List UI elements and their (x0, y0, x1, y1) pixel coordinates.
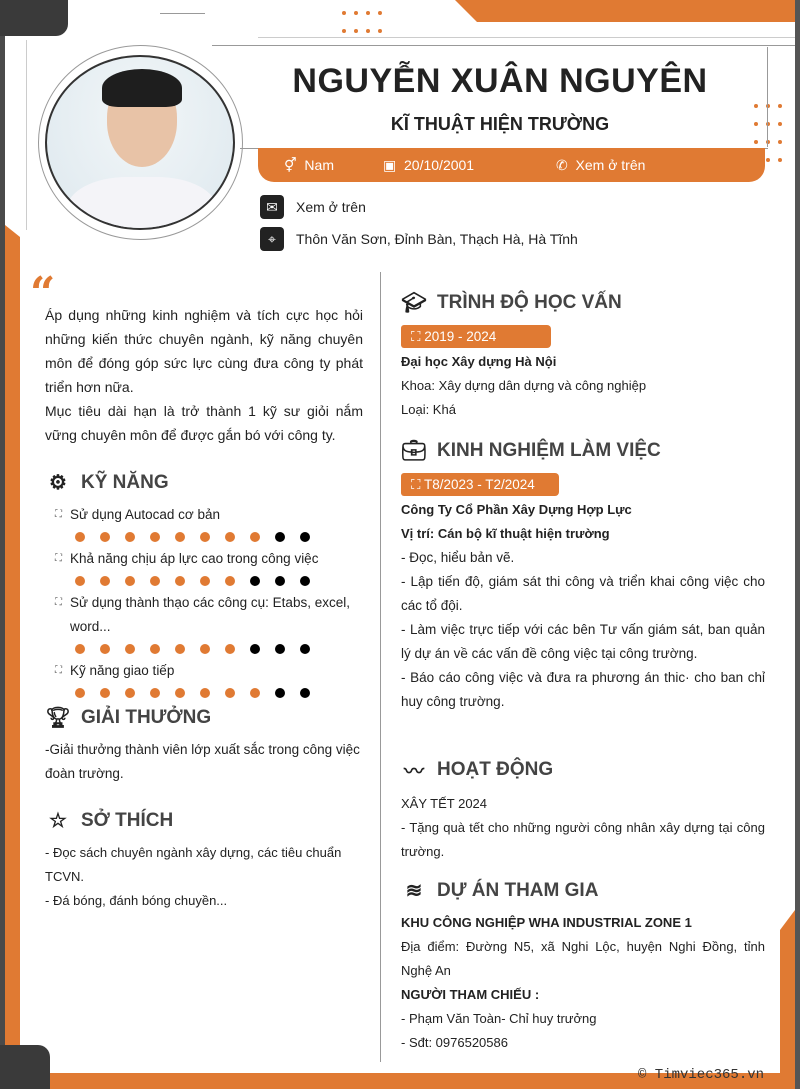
info-bar (258, 148, 765, 182)
section-header (401, 290, 765, 315)
activity-name: XÂY TẾT 2024 (401, 796, 488, 811)
bullet-icon: ⛶ (55, 553, 62, 564)
mail-icon: ✉ (260, 195, 284, 219)
section-header (45, 705, 365, 730)
grade: Loại: Khá (401, 402, 456, 417)
phone: Xem ở trên (575, 157, 646, 173)
email-item (260, 195, 366, 219)
calendar-icon: ▣ (383, 157, 397, 173)
period-badge: ⛶ T8/2023 - T2/2024 (401, 473, 559, 496)
rating-dot-filled (75, 644, 85, 654)
period: T8/2023 - T2/2024 (423, 477, 535, 492)
gender: Nam (304, 157, 334, 173)
gender-icon: ⚥ (284, 157, 297, 173)
frame-right (795, 0, 800, 1089)
activity-text: - Tặng quà tết cho những người công nhân xây dựng tại công trường. (401, 820, 765, 859)
skill-rating (45, 571, 365, 591)
section-title: DỰ ÁN THAM GIA (437, 879, 599, 901)
skill-item (45, 659, 365, 683)
skill-label: Sử dụng thành thạo các công cụ: Etabs, excel, word... (70, 595, 350, 634)
skill-label: Sử dụng Autocad cơ bản (70, 507, 220, 522)
section-title: TRÌNH ĐỘ HỌC VẤN (437, 291, 622, 313)
rating-dot-filled (75, 576, 85, 586)
gear-icon: ⚙ (49, 472, 67, 494)
bullet-icon: ⛶ (55, 509, 62, 520)
address-item (260, 227, 578, 251)
left-accent-strip (5, 225, 20, 1045)
rating-dot-empty (300, 644, 310, 654)
rating-dot-filled (100, 644, 110, 654)
section-title: GIẢI THƯỞNG (81, 706, 212, 728)
education-section (401, 290, 765, 422)
project-name: KHU CÔNG NGHIỆP WHA INDUSTRIAL ZONE 1 (401, 915, 692, 930)
rating-dot-empty (250, 644, 260, 654)
projects-section (401, 878, 765, 1055)
reference-phone: - Sđt: 0976520586 (401, 1035, 508, 1050)
top-accent-bar (455, 0, 795, 22)
period: 2019 - 2024 (424, 329, 497, 344)
section-header (45, 470, 365, 495)
section-title: KINH NGHIỆM LÀM VIỆC (437, 439, 661, 461)
activity-pulse-icon: 〰 (404, 761, 424, 783)
career-objective (45, 303, 363, 447)
project-location: Địa điểm: Đường N5, xã Nghi Lộc, huyện Nghi Đồng, tỉnh Nghệ An (401, 939, 765, 978)
skill-item (45, 591, 365, 639)
rating-dot-filled (125, 576, 135, 586)
section-header (401, 755, 765, 784)
skill-rating (45, 527, 365, 547)
awards-section (45, 705, 365, 786)
rating-dot-filled (100, 576, 110, 586)
rating-dot-filled (200, 688, 210, 698)
reference-title: NGƯỜI THAM CHIẾU : (401, 987, 540, 1002)
period-badge: ⛶ 2019 - 2024 (401, 325, 551, 348)
rating-dot-filled (125, 532, 135, 542)
address: Thôn Văn Sơn, Đỉnh Bàn, Thạch Hà, Hà Tĩnh (296, 231, 578, 247)
graduation-cap-icon: 🎓︎ (401, 292, 427, 314)
rating-dot-filled (175, 532, 185, 542)
rating-dot-empty (300, 576, 310, 586)
divider (212, 45, 795, 46)
section-title: SỞ THÍCH (81, 809, 174, 831)
skill-rating (45, 683, 365, 703)
faculty: Khoa: Xây dựng dân dựng và công nghiệp (401, 378, 647, 393)
activities-section (401, 755, 765, 864)
section-header (401, 438, 765, 463)
divider (26, 40, 27, 230)
rating-dot-filled (125, 688, 135, 698)
experience-section (401, 438, 765, 714)
phone-icon: ✆ (556, 157, 568, 173)
section-title: KỸ NĂNG (81, 471, 169, 493)
divider (767, 47, 768, 147)
duty-item: - Lập tiến độ, giám sát thi công và triển khai công việc cho các tổ đội. (401, 574, 765, 613)
rating-dot-empty (250, 576, 260, 586)
reference-name: - Phạm Văn Toàn- Chỉ huy trưởng (401, 1011, 597, 1026)
bullet-icon: ⛶ (55, 597, 62, 608)
rating-dot-filled (175, 688, 185, 698)
right-accent-strip (780, 910, 795, 1080)
company-name: Công Ty Cổ Phần Xây Dựng Hợp Lực (401, 502, 632, 517)
rating-dot-empty (275, 644, 285, 654)
bullet-icon: ⛶ (55, 665, 62, 676)
hobby-item: - Đá bóng, đánh bóng chuyền... (45, 893, 228, 908)
rating-dot-filled (225, 644, 235, 654)
quote-icon: “ (30, 268, 56, 319)
profile-photo (45, 55, 235, 230)
duty-item: - Báo cáo công việc và đưa ra phương án thic· cho ban chỉ huy công trường. (401, 670, 765, 709)
skill-rating (45, 639, 365, 659)
rating-dot-filled (250, 688, 260, 698)
rating-dot-filled (150, 576, 160, 586)
trophy-icon: 🏆︎ (45, 707, 71, 729)
objective-text: Mục tiêu dài hạn là trở thành 1 kỹ sư giỏi nắm vững chuyên môn để được gắn bó với công ty. (45, 403, 363, 443)
skill-label: Kỹ năng giao tiếp (70, 663, 175, 678)
divider (160, 13, 205, 14)
rating-dot-filled (100, 688, 110, 698)
dots-decoration (338, 5, 388, 41)
section-header (45, 808, 365, 833)
rating-dot-empty (300, 688, 310, 698)
star-icon: ☆ (49, 810, 67, 832)
rating-dot-filled (150, 644, 160, 654)
section-title: HOẠT ĐỘNG (437, 758, 554, 780)
layers-icon: ≋ (405, 880, 423, 902)
candidate-name: NGUYỄN XUÂN NGUYÊN (292, 62, 708, 100)
rating-dot-filled (125, 644, 135, 654)
frame-left (0, 0, 5, 1089)
duty-item: - Làm việc trực tiếp với các bên Tư vấn giám sát, ban quản lý dự án về các vấn đề công việc tại công trường. (401, 622, 765, 661)
phone-item (556, 157, 645, 174)
rating-dot-filled (225, 532, 235, 542)
award-text: -Giải thưởng thành viên lớp xuất sắc trong công việc đoàn trường. (45, 742, 360, 781)
rating-dot-filled (75, 532, 85, 542)
gender-item (284, 157, 334, 174)
rating-dot-filled (200, 532, 210, 542)
rating-dot-filled (75, 688, 85, 698)
section-header (401, 878, 765, 903)
rating-dot-empty (275, 688, 285, 698)
rating-dot-filled (225, 688, 235, 698)
rating-dot-filled (225, 576, 235, 586)
rating-dot-filled (175, 576, 185, 586)
skills-section (45, 470, 365, 703)
rating-dot-filled (200, 644, 210, 654)
watermark: © Timviec365.vn (638, 1067, 765, 1083)
rating-dot-filled (175, 644, 185, 654)
duty-item: - Đọc, hiểu bản vẽ. (401, 550, 515, 565)
skill-item (45, 503, 365, 527)
birthday-item (383, 157, 474, 174)
school-name: Đại học Xây dựng Hà Nội (401, 354, 557, 369)
briefcase-icon: 💼︎ (401, 440, 427, 462)
job-title: KĨ THUẬT HIỆN TRƯỜNG (390, 114, 610, 134)
column-divider (380, 272, 381, 1062)
rating-dot-filled (200, 576, 210, 586)
skill-item (45, 547, 365, 571)
corner-decoration (0, 0, 68, 36)
corner-decoration (0, 1045, 50, 1089)
job-role: Vị trí: Cán bộ kĩ thuật hiện trường (401, 526, 610, 541)
hobbies-section (45, 808, 365, 913)
objective-text: Áp dụng những kinh nghiệm và tích cực học hỏi những kiến thức chuyên ngành, kỹ năng chuyên môn để đóng góp sức lực cùng đưa công ty phát triển hơn nữa. (45, 307, 363, 395)
rating-dot-filled (150, 532, 160, 542)
hobby-item: - Đọc sách chuyên ngành xây dựng, các tiêu chuẩn TCVN. (45, 845, 342, 884)
rating-dot-filled (150, 688, 160, 698)
divider (258, 37, 795, 38)
location-icon: ⌖ (260, 227, 284, 251)
skill-label: Khả năng chịu áp lực cao trong công việc (70, 551, 319, 566)
birthday: 20/10/2001 (404, 157, 475, 173)
rating-dot-filled (100, 532, 110, 542)
rating-dot-empty (300, 532, 310, 542)
rating-dot-empty (275, 576, 285, 586)
rating-dot-empty (275, 532, 285, 542)
rating-dot-filled (250, 532, 260, 542)
email: Xem ở trên (296, 199, 366, 215)
